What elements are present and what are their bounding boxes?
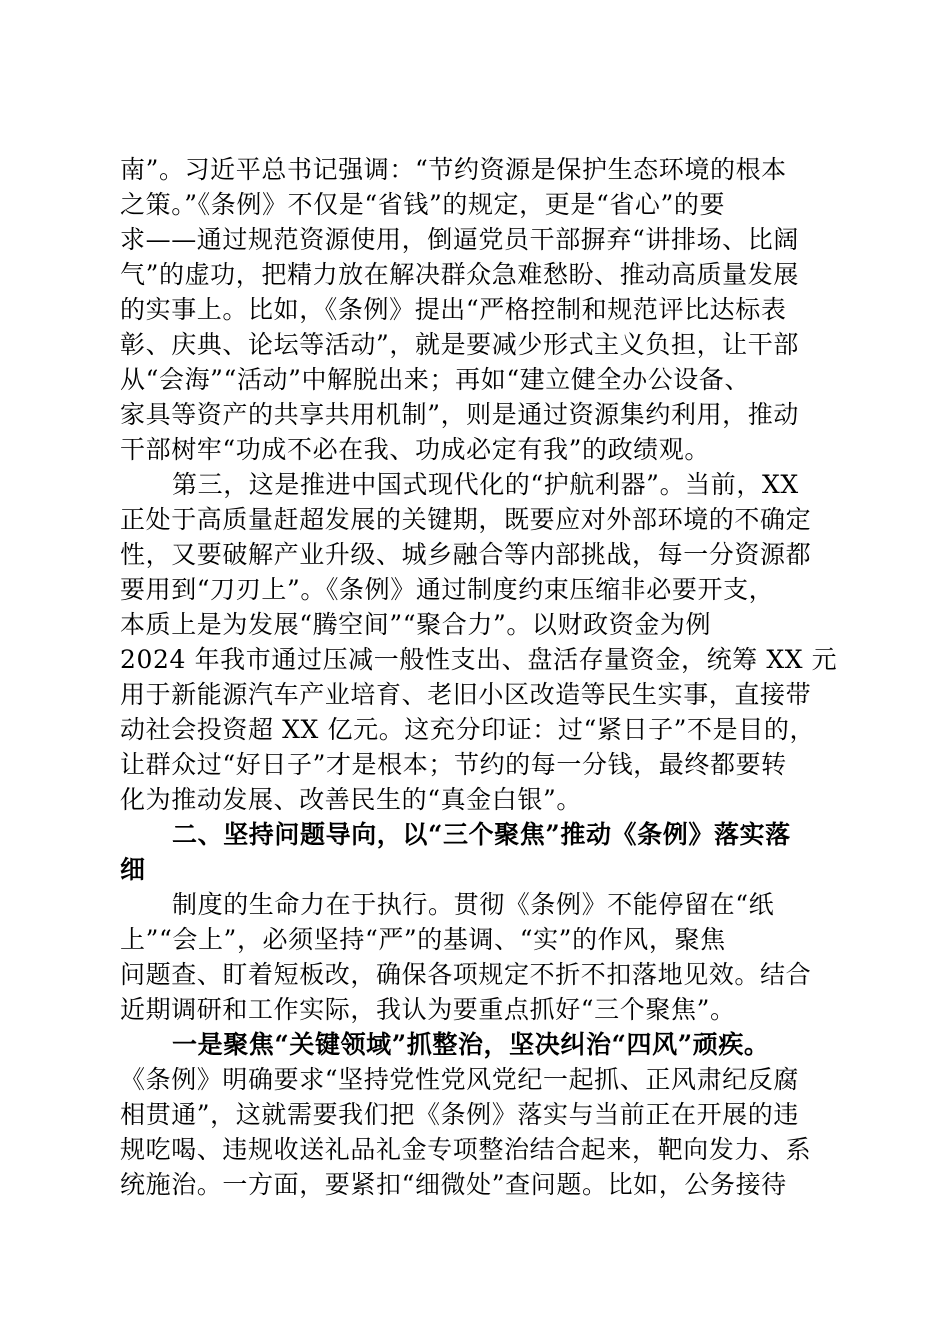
text-line: 用于新能源汽车产业培育、老旧小区改造等民生实事，直接带 <box>120 680 812 709</box>
text-line: 要用到“刀刃上”。《条例》通过制度约束压缩非必要开支， <box>120 575 775 604</box>
section-heading-continued: 细 <box>120 855 146 884</box>
text-line: 相贯通”，这就需要我们把《条例》落实与当前正在开展的违 <box>120 1100 799 1129</box>
text-line: 正处于高质量赶超发展的关键期，既要应对外部环境的不确定 <box>120 505 812 534</box>
text-line: 南”。习近平总书记强调：“节约资源是保护生态环境的根本 <box>120 155 787 184</box>
text-line: 求——通过规范资源使用，倒逼党员干部摒弃“讲排场、比阔 <box>120 225 799 254</box>
text-line: 问题查、盯着短板改，确保各项规定不折不扣落地见效。结合 <box>120 960 812 989</box>
text-line: 从“会海”“活动”中解脱出来；再如“建立健全办公设备、 <box>120 365 751 394</box>
text-line: 之策。”《条例》不仅是“省钱”的规定，更是“省心”的要 <box>120 190 726 219</box>
text-line: 动社会投资超 XX 亿元。这充分印证：过“紧日子”不是目的， <box>120 715 816 744</box>
section-heading: 二、坚持问题导向，以“三个聚焦”推动《条例》落实落 <box>172 820 791 849</box>
text-line: 2024 年我市通过压减一般性支出、盘活存量资金，统筹 XX 元 <box>120 645 838 674</box>
text-line: 的实事上。比如，《条例》提出“严格控制和规范评比达标表 <box>120 295 787 324</box>
text-line: 性，又要破解产业升级、城乡融合等内部挑战，每一分资源都 <box>120 540 812 569</box>
text-line: 规吃喝、违规收送礼品礼金专项整治结合起来，靶向发力、系 <box>120 1135 812 1164</box>
text-line: 干部树牢“功成不必在我、功成必定有我”的政绩观。 <box>120 435 710 464</box>
text-line: 家具等资产的共享共用机制”，则是通过资源集约利用，推动 <box>120 400 799 429</box>
text-line: 近期调研和工作实际，我认为要重点抓好“三个聚焦”。 <box>120 995 736 1024</box>
bold-subheading: 一是聚焦“关键领域”抓整治，坚决纠治“四风”顽疾。 <box>172 1030 770 1059</box>
text-line: 化为推动发展、改善民生的“真金白银”。 <box>120 785 582 814</box>
document-body <box>120 152 838 1202</box>
text-line: 让群众过“好日子”才是根本；节约的每一分钱，最终都要转 <box>120 750 787 779</box>
paragraph-start-line: 制度的生命力在于执行。贯彻《条例》不能停留在“纸 <box>172 890 775 919</box>
text-line: 统施治。一方面，要紧扣“细微处”查问题。比如，公务接待 <box>120 1170 787 1199</box>
text-line: 本质上是为发展“腾空间”“聚合力”。以财政资金为例 <box>120 610 712 639</box>
paragraph-start-line: 第三，这是推进中国式现代化的“护航利器”。当前，XX <box>172 470 799 499</box>
text-line: 上”“会上”，必须坚持“严”的基调、“实”的作风，聚焦 <box>120 925 726 954</box>
text-line: 《条例》明确要求“坚持党性党风党纪一起抓、正风肃纪反腐 <box>120 1065 799 1094</box>
text-line: 彰、庆典、论坛等活动”，就是要减少形式主义负担，让干部 <box>120 330 799 359</box>
text-line: 气”的虚功，把精力放在解决群众急难愁盼、推动高质量发展 <box>120 260 799 289</box>
